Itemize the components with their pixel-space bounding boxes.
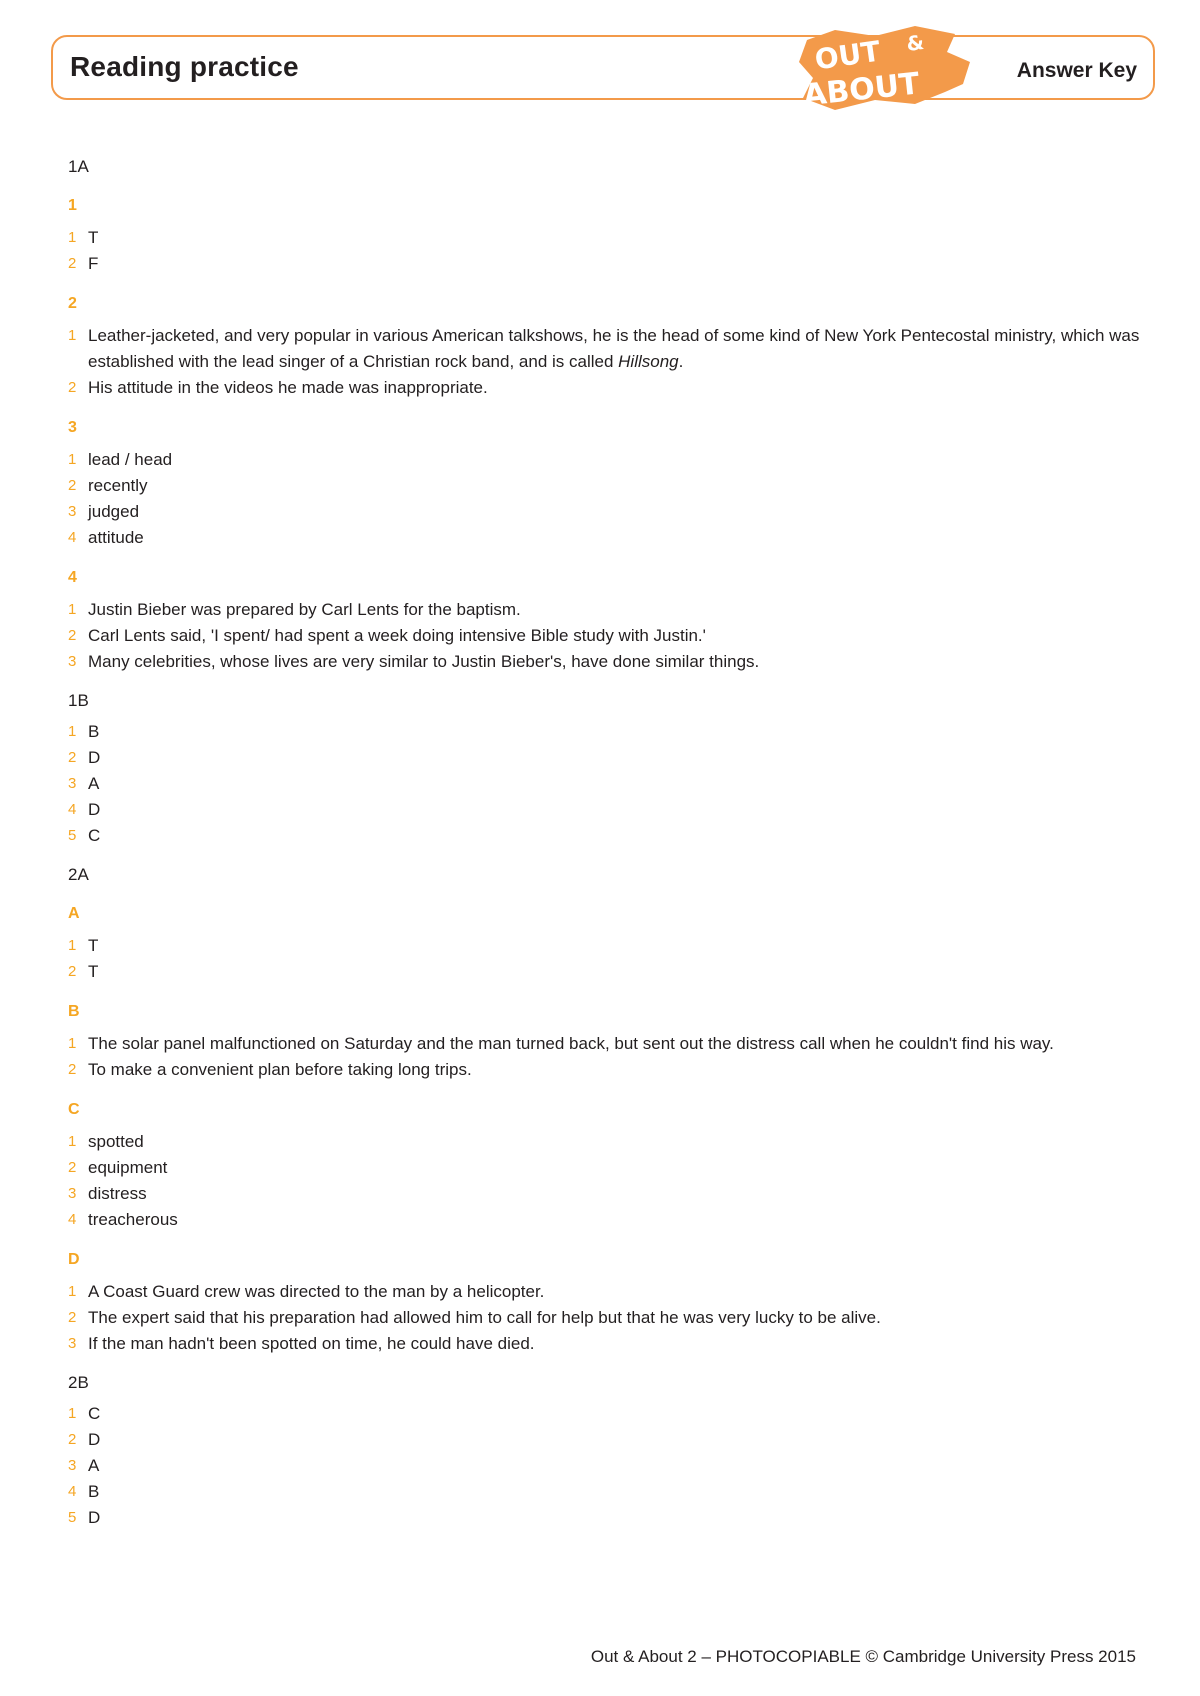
answer-text: Leather-jacketed, and very popular in various American talkshows, he is the head of some kind of New York Pentecostal ministry, which was established with the lead singer of a Christian rock band, and is called: [88, 326, 1140, 371]
item-text: [88, 225, 1148, 251]
item-number: 1: [68, 1133, 77, 1150]
page-header: [51, 35, 1155, 100]
out-and-about-logo: [795, 22, 975, 117]
answer-text: T: [88, 228, 99, 247]
answer-text: Many celebrities, whose lives are very similar to Justin Bieber's, have done similar things.: [88, 652, 760, 671]
item-text: [88, 1279, 1148, 1305]
item-number: 1: [68, 1405, 77, 1422]
answer-group: [68, 1249, 1148, 1357]
answer-text: D: [88, 1430, 101, 1449]
item-number: 1: [68, 229, 77, 246]
answer-item: [68, 597, 1148, 623]
answer-group: [68, 719, 1148, 849]
item-number: 3: [68, 1335, 77, 1352]
answer-item: [68, 323, 1148, 375]
answer-item: [68, 823, 1148, 849]
item-number: 4: [68, 1483, 77, 1500]
answer-item: [68, 447, 1148, 473]
answer-item: [68, 1155, 1148, 1181]
item-number: 1: [68, 451, 77, 468]
item-text: [88, 1479, 1148, 1505]
item-number: 2: [68, 1061, 77, 1078]
answer-group: [68, 195, 1148, 277]
answer-item: [68, 959, 1148, 985]
answer-text: T: [88, 936, 99, 955]
answer-text: D: [88, 1508, 101, 1527]
question-label: 1: [68, 197, 77, 214]
item-text: [88, 823, 1148, 849]
item-number: 2: [68, 627, 77, 644]
answer-text: A Coast Guard crew was directed to the man by a helicopter.: [88, 1282, 545, 1301]
item-text: [88, 323, 1148, 375]
answer-item: [68, 1129, 1148, 1155]
item-text: [88, 1129, 1148, 1155]
answer-text: equipment: [88, 1158, 168, 1177]
item-number: 2: [68, 379, 77, 396]
answer-item: [68, 1401, 1148, 1427]
item-text: [88, 771, 1148, 797]
item-number: 2: [68, 749, 77, 766]
svg-text:ABOUT: ABOUT: [801, 66, 922, 114]
item-number: 3: [68, 775, 77, 792]
answer-item: [68, 1505, 1148, 1531]
answer-text-end: .: [678, 352, 684, 371]
answer-group: [68, 293, 1148, 401]
answer-text: lead / head: [88, 450, 173, 469]
svg-text:OUT: OUT: [812, 34, 883, 77]
answer-text: F: [88, 254, 99, 273]
answer-group: [68, 567, 1148, 675]
answer-item: [68, 771, 1148, 797]
answer-text: Carl Lents said, 'I spent/ had spent a week doing intensive Bible study with Justin.': [88, 626, 706, 645]
item-number: 1: [68, 327, 77, 344]
answer-item: [68, 473, 1148, 499]
answer-text: A: [88, 774, 100, 793]
item-text: [88, 1331, 1148, 1357]
item-text: [88, 447, 1148, 473]
answer-text: spotted: [88, 1132, 144, 1151]
item-number: 1: [68, 937, 77, 954]
item-text: [88, 1505, 1148, 1531]
answer-item: [68, 1331, 1148, 1357]
item-number: 1: [68, 601, 77, 618]
item-number: 2: [68, 255, 77, 272]
answer-group: [68, 1001, 1148, 1083]
question-label: D: [68, 1251, 80, 1268]
item-number: 1: [68, 723, 77, 740]
answer-item: [68, 251, 1148, 277]
answer-item: [68, 745, 1148, 771]
answer-item: [68, 525, 1148, 551]
answer-text: C: [88, 826, 101, 845]
page-title: Reading practice: [70, 51, 299, 82]
answer-item: [68, 1031, 1148, 1057]
item-text: [88, 1155, 1148, 1181]
section: [68, 689, 1148, 849]
answer-emphasis: Hillsong: [618, 352, 679, 371]
item-number: 2: [68, 1309, 77, 1326]
question-label: A: [68, 905, 80, 922]
answer-text: T: [88, 962, 99, 981]
answer-item: [68, 1479, 1148, 1505]
item-text: [88, 959, 1148, 985]
item-text: [88, 745, 1148, 771]
answer-group: [68, 417, 1148, 551]
item-text: [88, 1057, 1148, 1083]
item-text: [88, 1181, 1148, 1207]
item-number: 2: [68, 1159, 77, 1176]
item-number: 1: [68, 1035, 77, 1052]
answer-text: judged: [88, 502, 140, 521]
item-number: 4: [68, 801, 77, 818]
answer-item: [68, 1453, 1148, 1479]
answer-text: If the man hadn't been spotted on time, he could have died.: [88, 1334, 535, 1353]
item-text: [88, 623, 1148, 649]
answer-text: His attitude in the videos he made was inappropriate.: [88, 378, 488, 397]
answer-item: [68, 1207, 1148, 1233]
answer-item: [68, 1279, 1148, 1305]
svg-text:&: &: [904, 29, 926, 57]
answer-item: [68, 225, 1148, 251]
answer-item: [68, 1427, 1148, 1453]
question-label: 2: [68, 295, 77, 312]
answer-item: [68, 719, 1148, 745]
section-title: 1B: [68, 691, 89, 710]
item-text: [88, 597, 1148, 623]
item-text: [88, 1031, 1148, 1057]
item-number: 2: [68, 963, 77, 980]
answer-item: [68, 1181, 1148, 1207]
item-text: [88, 1207, 1148, 1233]
answer-group: [68, 1099, 1148, 1233]
question-label: 3: [68, 419, 77, 436]
answer-text: distress: [88, 1184, 147, 1203]
answer-key-content: [68, 155, 1148, 1531]
answer-item: [68, 933, 1148, 959]
item-number: 5: [68, 827, 77, 844]
item-text: [88, 1453, 1148, 1479]
item-number: 2: [68, 477, 77, 494]
item-number: 3: [68, 1457, 77, 1474]
section: [68, 155, 1148, 675]
answer-text: The expert said that his preparation had allowed him to call for help but that he was very lucky to be alive.: [88, 1308, 881, 1327]
answer-group: [68, 1401, 1148, 1531]
answer-text: D: [88, 748, 101, 767]
answer-text: Justin Bieber was prepared by Carl Lents for the baptism.: [88, 600, 521, 619]
answer-text: The solar panel malfunctioned on Saturday and the man turned back, but sent out the distress call when he couldn't find his way.: [88, 1034, 1054, 1053]
answer-text: B: [88, 1482, 100, 1501]
item-number: 5: [68, 1509, 77, 1526]
answer-text: recently: [88, 476, 148, 495]
item-text: [88, 375, 1148, 401]
answer-text: D: [88, 800, 101, 819]
item-text: [88, 251, 1148, 277]
answer-key-label: Answer Key: [1016, 59, 1137, 82]
section: [68, 863, 1148, 1357]
item-text: [88, 1401, 1148, 1427]
item-text: [88, 473, 1148, 499]
answer-item: [68, 1305, 1148, 1331]
item-number: 2: [68, 1431, 77, 1448]
answer-text: B: [88, 722, 100, 741]
answer-text: To make a convenient plan before taking long trips.: [88, 1060, 472, 1079]
section-title: 1A: [68, 157, 89, 176]
question-label: C: [68, 1101, 80, 1118]
section: [68, 1371, 1148, 1531]
answer-group: [68, 903, 1148, 985]
item-number: 1: [68, 1283, 77, 1300]
item-text: [88, 525, 1148, 551]
copyright-footer: Out & About 2 – PHOTOCOPIABLE © Cambridge University Press 2015: [590, 1647, 1136, 1666]
item-number: 3: [68, 503, 77, 520]
answer-item: [68, 797, 1148, 823]
item-text: [88, 933, 1148, 959]
section-title: 2B: [68, 1373, 89, 1392]
answer-item: [68, 623, 1148, 649]
item-number: 4: [68, 529, 77, 546]
item-text: [88, 797, 1148, 823]
question-label: B: [68, 1003, 80, 1020]
answer-item: [68, 1057, 1148, 1083]
answer-item: [68, 375, 1148, 401]
item-text: [88, 1305, 1148, 1331]
answer-text: C: [88, 1404, 101, 1423]
item-text: [88, 499, 1148, 525]
question-label: 4: [68, 569, 77, 586]
item-number: 3: [68, 653, 77, 670]
answer-text: A: [88, 1456, 100, 1475]
item-text: [88, 649, 1148, 675]
section-title: 2A: [68, 865, 89, 884]
item-number: 3: [68, 1185, 77, 1202]
answer-text: attitude: [88, 528, 144, 547]
item-text: [88, 719, 1148, 745]
item-number: 4: [68, 1211, 77, 1228]
answer-item: [68, 499, 1148, 525]
answer-text: treacherous: [88, 1210, 178, 1229]
answer-item: [68, 649, 1148, 675]
item-text: [88, 1427, 1148, 1453]
